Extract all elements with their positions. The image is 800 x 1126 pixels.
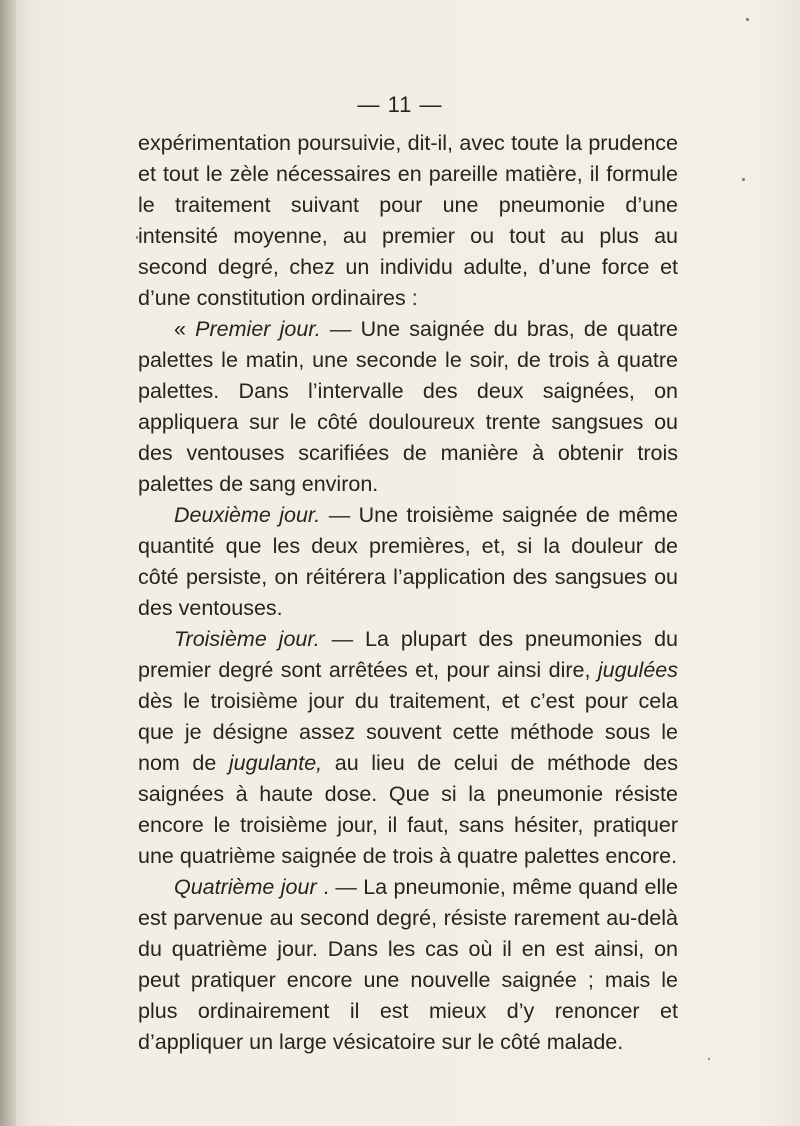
paper-speck: [746, 18, 749, 21]
day-heading: Deuxième jour.: [174, 503, 321, 527]
run: «: [174, 317, 196, 341]
day-heading: Premier jour.: [195, 317, 321, 341]
italic-term: jugulées: [597, 658, 678, 682]
binding-shadow: [0, 0, 16, 1126]
paragraph-5: [138, 872, 678, 1058]
day-heading: Quatrième jour: [174, 875, 317, 899]
paragraph-3: [138, 500, 678, 624]
run: — La plupart des pneumonies du premier degré sont arrêtées et, pour ainsi dire,: [138, 627, 678, 682]
page-number: — 11 —: [357, 92, 443, 117]
run: . — La pneumonie, même quand elle est parvenue au second degré, résiste rarement au-delà du quatrième jour. Dans les cas où il en est ainsi, on peut pratiquer encore une nouvelle saignée ; mais le plus ordinairement il est mieux d’y renoncer et d’appliquer un large vésicatoire sur le côté malade.: [138, 875, 678, 1054]
paper-speck: [708, 1058, 710, 1060]
paragraph-2: [138, 314, 678, 500]
run: — Une troisième saignée de même quantité que les deux premières, et, si la douleur de côté persiste, on réitérera l’application des sangsues ou des ventouses.: [138, 503, 678, 620]
paper-speck: [136, 236, 138, 239]
run: — Une saignée du bras, de quatre palettes le matin, une seconde le soir, de trois à quatre palettes. Dans l’intervalle des deux saignées, on appliquera sur le côté douloureux trente sangsues ou des ventouses scarifiées de manière à obtenir trois palettes de sang environ.: [138, 317, 678, 496]
body-text: [138, 128, 678, 1058]
run: au lieu de celui de méthode des saignées à haute dose. Que si la pneumonie résiste encore le troisième jour, il faut, sans hésiter, pratiquer une quatrième saignée de trois à quatre palettes encore.: [138, 751, 678, 868]
day-heading: Troisième jour.: [174, 627, 320, 651]
paragraph-1: [138, 128, 678, 314]
run: expérimentation poursuivie, dit-il, avec toute la prudence et tout le zèle nécessaires en pareille matière, il formule le traitement suivant pour une pneumonie d’une intensité moyenne, au premier ou tout au plus au second degré, chez un individu adulte, d’une force et d’une constitution ordinaires :: [138, 131, 678, 310]
run: dès le troisième jour du traitement, et c’est pour cela que je désigne assez souvent cette méthode sous le nom de: [138, 689, 678, 775]
paper-speck: [742, 178, 745, 181]
italic-term: jugulante,: [228, 751, 323, 775]
paragraph-4: [138, 624, 678, 872]
